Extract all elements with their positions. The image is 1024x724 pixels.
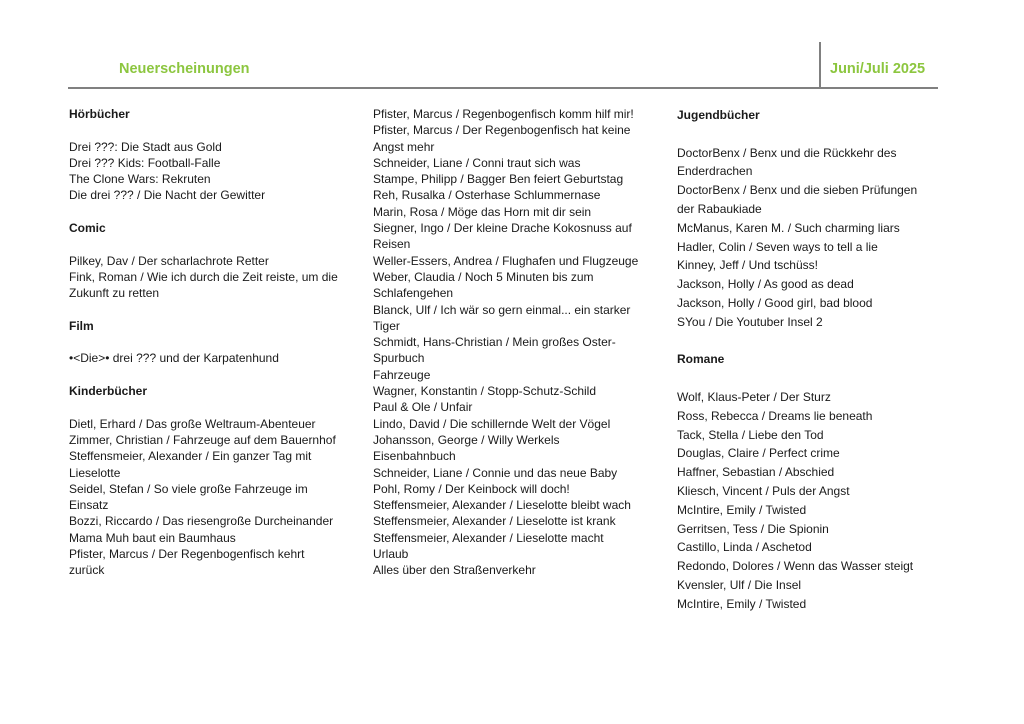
list-item: Ross, Rebecca / Dreams lie beneath: [677, 408, 873, 423]
page-title: Neuerscheinungen: [119, 61, 250, 77]
list-item: Castillo, Linda / Aschetod: [677, 540, 812, 555]
section-title-comic: Comic: [69, 221, 106, 236]
list-item: Pfister, Marcus / Der Regenbogenfisch kehrt zurück: [69, 547, 305, 578]
list-item: Jackson, Holly / Good girl, bad blood: [677, 295, 873, 310]
list-item: Stampe, Philipp / Bagger Ben feiert Geburtstag: [373, 172, 624, 187]
list-item: Schneider, Liane / Conni traut sich was: [373, 155, 581, 170]
list-item: DoctorBenx / Benx und die sieben Prüfungen der Rabaukiade: [677, 183, 918, 216]
list-item: Siegner, Ingo / Der kleine Drache Kokosnuss auf Reisen: [373, 221, 632, 252]
list-item: Pohl, Romy / Der Keinbock will doch!: [373, 481, 570, 496]
list-item: Seidel, Stefan / So viele große Fahrzeuge im Einsatz: [69, 481, 308, 513]
section-title-kinderbuecher: Kinderbücher: [69, 384, 148, 399]
list-item: Schneider, Liane / Connie und das neue Baby: [373, 465, 618, 480]
header-divider-vertical: [819, 42, 821, 89]
section-title-romane: Romane: [677, 352, 725, 367]
list-item: Hadler, Colin / Seven ways to tell a lie: [677, 239, 878, 254]
list-item: Schmidt, Hans-Christian / Mein großes Oster-Spurbuch: [373, 335, 616, 366]
list-item: Kvensler, Ulf / Die Insel: [677, 577, 802, 592]
list-item: Blanck, Ulf / Ich wär so gern einmal... ein starker Tiger: [373, 302, 631, 333]
list-item: McIntire, Emily / Twisted: [677, 596, 807, 611]
list-item: McManus, Karen M. / Such charming liars: [677, 220, 900, 235]
list-item: Weber, Claudia / Noch 5 Minuten bis zum Schlafengehen: [373, 269, 594, 301]
list-item: Zimmer, Christian / Fahrzeuge auf dem Bauernhof: [69, 432, 336, 447]
list-item: Kinney, Jeff / Und tschüss!: [677, 258, 818, 273]
list-item: The Clone Wars: Rekruten: [69, 172, 211, 187]
list-item: Steffensmeier, Alexander / Lieselotte bleibt wach: [373, 498, 631, 513]
column-3: [677, 106, 929, 614]
list-item: Paul & Ole / Unfair: [373, 400, 473, 415]
list-item: Drei ???: Die Stadt aus Gold: [69, 139, 222, 154]
list-item: Kliesch, Vincent / Puls der Angst: [677, 483, 850, 498]
list-item: Pfister, Marcus / Der Regenbogenfisch hat keine Angst mehr: [373, 123, 631, 154]
list-item: •<Die>• drei ??? und der Karpatenhund: [69, 351, 279, 366]
list-item: Wolf, Klaus-Peter / Der Sturz: [677, 389, 831, 404]
issue-date: Juni/Juli 2025: [830, 61, 926, 77]
list-item: Steffensmeier, Alexander / Lieselotte macht Urlaub: [373, 530, 604, 562]
list-item: Drei ??? Kids: Football-Falle: [69, 155, 221, 170]
section-title-hoerbuecher: Hörbücher: [69, 107, 130, 121]
list-item: Haffner, Sebastian / Abschied: [677, 465, 835, 480]
list-item: Fink, Roman / Wie ich durch die Zeit reiste, um die Zukunft zu retten: [69, 269, 338, 301]
list-item: Bozzi, Riccardo / Das riesengroße Durcheinander: [69, 514, 334, 529]
list-item: Alles über den Straßenverkehr: [373, 563, 536, 578]
list-item: Pfister, Marcus / Regenbogenfisch komm hilf mir!: [373, 107, 634, 121]
header-divider-horizontal: [68, 87, 938, 89]
column-1: [69, 106, 339, 579]
list-item: Pilkey, Dav / Der scharlachrote Retter: [69, 253, 269, 268]
list-item: Mama Muh baut ein Baumhaus: [69, 530, 236, 545]
list-item: McIntire, Emily / Twisted: [677, 502, 807, 517]
list-item: Dietl, Erhard / Das große Weltraum-Abenteuer: [69, 416, 316, 431]
list-item: Redondo, Dolores / Wenn das Wasser steigt: [677, 559, 914, 574]
list-item: Tack, Stella / Liebe den Tod: [677, 427, 824, 442]
list-item: Gerritsen, Tess / Die Spionin: [677, 521, 829, 536]
list-item: Wagner, Konstantin / Stopp-Schutz-Schild: [373, 384, 597, 399]
list-item: Weller-Essers, Andrea / Flughafen und Flugzeuge: [373, 253, 639, 268]
list-item: Fahrzeuge: [373, 367, 431, 382]
list-item: Steffensmeier, Alexander / Ein ganzer Tag mit Lieselotte: [69, 449, 312, 480]
list-item: Steffensmeier, Alexander / Lieselotte ist krank: [373, 514, 616, 529]
list-item: Johansson, George / Willy Werkels Eisenbahnbuch: [373, 432, 560, 464]
section-title-jugendbuecher: Jugendbücher: [677, 108, 760, 122]
list-item: Die drei ??? / Die Nacht der Gewitter: [69, 188, 266, 203]
list-item: Jackson, Holly / As good as dead: [677, 277, 854, 292]
section-title-film: Film: [69, 318, 94, 333]
list-item: Douglas, Claire / Perfect crime: [677, 446, 840, 461]
list-item: Lindo, David / Die schillernde Welt der Vögel: [373, 416, 611, 431]
list-item: Marin, Rosa / Möge das Horn mit dir sein: [373, 204, 592, 219]
list-item: SYou / Die Youtuber Insel 2: [677, 314, 823, 329]
list-item: Reh, Rusalka / Osterhase Schlummernase: [373, 188, 601, 203]
list-item: DoctorBenx / Benx und die Rückkehr des Enderdrachen: [677, 145, 897, 179]
column-2: [373, 106, 641, 579]
